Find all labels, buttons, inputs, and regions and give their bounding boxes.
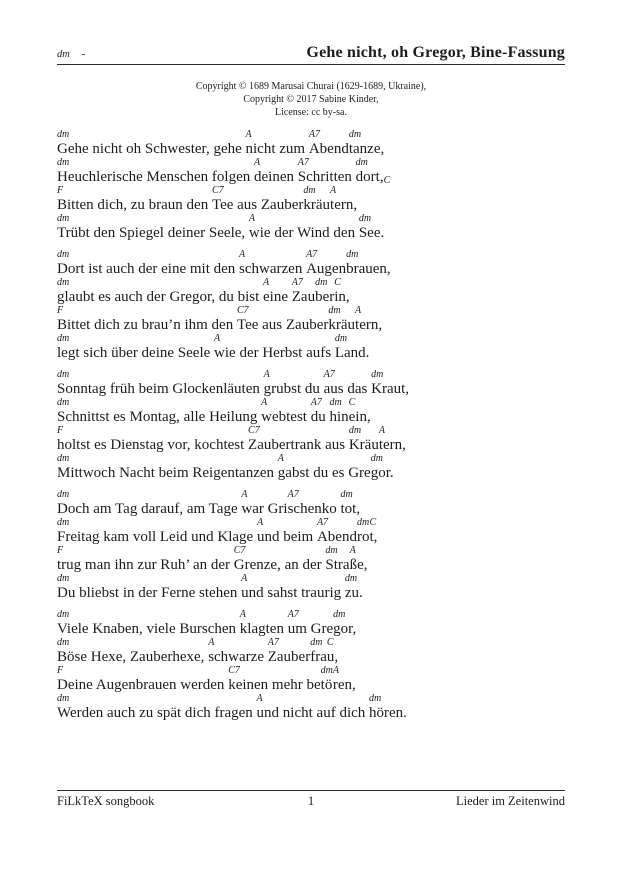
lyric-text: Kräu — [348, 437, 379, 453]
chord-lyric-segment — [257, 518, 317, 546]
chord-lyric-segment — [350, 546, 368, 574]
chord-label: dm — [57, 637, 70, 648]
lyric-text: Zaubertrank aus — [248, 437, 349, 453]
lyric-text: tö — [320, 677, 333, 693]
lyric-text: Stra — [325, 557, 350, 573]
chord-lyric-segment — [324, 370, 372, 398]
lyric-text: Sonntag früh beim Glockenläuten — [57, 381, 264, 397]
lyric-text: Gehe nicht oh Schwester, gehe — [57, 141, 246, 157]
chord-label: dm — [348, 425, 362, 436]
lyric-text: Schritten — [297, 169, 356, 185]
song-line — [57, 546, 565, 574]
chord-lyric-segment — [303, 186, 330, 214]
chord-label: dm — [356, 517, 370, 528]
song-line — [57, 454, 565, 482]
chord-label: dm — [57, 213, 70, 224]
lyric-text: ein, — [348, 409, 371, 425]
chord-label: A — [263, 277, 270, 288]
lyric-text: tern, — [378, 437, 406, 453]
lyric-text: Abend — [316, 529, 357, 545]
lyric-text: Mittwoch Nacht beim Reigentanzen — [57, 465, 278, 481]
lyric-text: Bittet dich zu brau’n ihm den — [57, 317, 237, 333]
chord-label: A — [208, 637, 215, 648]
chord-lyric-segment — [327, 638, 338, 666]
chord-label: F — [57, 545, 64, 556]
chord-lyric-segment — [298, 158, 356, 186]
verse — [57, 610, 565, 722]
lyric-text: Freitag kam voll Leid und Klage — [57, 529, 257, 545]
verses — [57, 130, 565, 722]
chord-lyric-segment — [288, 490, 341, 518]
lyric-text: schwarzen — [239, 261, 307, 277]
chord-label: A — [378, 425, 385, 436]
chord-lyric-segment — [241, 574, 345, 602]
copyright-line: Copyright © 1689 Marusai Churai (1629-1689, Ukraine), — [195, 81, 427, 92]
header-key-area — [57, 48, 85, 60]
chord-lyric-segment — [357, 518, 370, 546]
song-line — [57, 306, 565, 334]
chord-lyric-segment — [292, 278, 315, 306]
lyric-text: Doch am Tag darauf, am Tage — [57, 501, 242, 517]
lyric-text: hören. — [369, 705, 407, 721]
chord-label: F — [57, 425, 64, 436]
song-line — [57, 278, 565, 306]
lyric-text: ber — [315, 289, 335, 305]
chord-label: A — [214, 333, 221, 344]
song-line — [57, 694, 565, 722]
lyric-text: wie der Wind den — [248, 225, 359, 241]
chord-label: F — [57, 665, 64, 676]
lyric-text: ße, — [349, 557, 368, 573]
chord-lyric-segment — [349, 130, 384, 158]
lyric-text: und sahst traurig — [241, 585, 345, 601]
lyric-text: webtest — [261, 409, 311, 425]
chord-lyric-segment — [57, 250, 239, 278]
chord-lyric-segment — [57, 490, 241, 518]
chord-lyric-segment — [214, 334, 335, 362]
chord-lyric-segment — [371, 454, 394, 482]
lyric-text: tern, — [330, 197, 358, 213]
chord-label: C7 — [236, 305, 249, 316]
chord-lyric-segment — [321, 666, 333, 694]
chord-label: dm — [57, 397, 70, 408]
chord-lyric-segment — [325, 546, 349, 574]
footer-collection-name: Lieder im Zeitenwind — [455, 794, 565, 808]
chord-label: dm — [57, 573, 70, 584]
chord-lyric-segment — [57, 638, 208, 666]
lyric-text: Grenze, an der — [233, 557, 326, 573]
chord-label: F — [57, 185, 64, 196]
chord-label: dm — [57, 693, 70, 704]
lyric-text: brauen, — [346, 261, 391, 277]
chord-label: C7 — [228, 665, 240, 676]
copyright-line: Copyright © 2017 Sabine Kinder, — [243, 94, 379, 105]
lyric-text: in, — [334, 289, 350, 305]
lyric-text: ren, — [332, 677, 356, 693]
lyric-text: Zauber — [267, 649, 311, 665]
chord-lyric-segment — [57, 454, 278, 482]
lyric-text: Dort ist auch der eine mit den — [57, 261, 240, 277]
chord-lyric-segment — [57, 306, 237, 334]
chord-label: A — [277, 453, 284, 464]
chord-lyric-segment — [317, 518, 357, 546]
chord-lyric-segment — [57, 610, 240, 638]
lyric-text: zu. — [344, 585, 363, 601]
lyric-text: eine — [263, 289, 292, 305]
lyric-text: und nicht auf dich — [256, 705, 370, 721]
chord-lyric-segment — [57, 278, 263, 306]
verse — [57, 130, 565, 242]
lyric-text: Du bliebst in der Ferne stehen — [57, 585, 242, 601]
footer-page-number: 1 — [307, 794, 315, 808]
chord-lyric-segment — [309, 130, 349, 158]
chord-lyric-segment — [57, 574, 241, 602]
chord-lyric-segment — [237, 306, 328, 334]
chord-lyric-segment — [264, 370, 324, 398]
chord-label: A — [248, 213, 256, 224]
chord-label: A7 — [306, 249, 318, 260]
chord-label: dm — [57, 129, 70, 140]
chord-lyric-segment — [57, 130, 246, 158]
page-footer — [57, 790, 565, 809]
lyric-text: hin — [329, 409, 349, 425]
chord-lyric-segment — [328, 306, 355, 334]
lyric-text: deinen — [254, 169, 298, 185]
lyric-text: war Gri — [241, 501, 288, 517]
song-line — [57, 666, 565, 694]
chord-lyric-segment — [57, 398, 261, 426]
chord-label: A7 — [267, 637, 279, 648]
chord-lyric-segment — [208, 638, 268, 666]
chord-lyric-segment — [57, 158, 254, 186]
chord-lyric-segment — [57, 214, 249, 242]
chord-lyric-segment — [57, 370, 264, 398]
chord-label: A — [256, 517, 264, 528]
chord-lyric-segment — [355, 306, 382, 334]
chord-lyric-segment — [241, 490, 287, 518]
chord-lyric-segment — [212, 186, 303, 214]
chord-label: dm — [57, 489, 70, 500]
page-title: Gehe nicht, oh Gregor, Bine-Fassung — [306, 44, 565, 61]
lyric-text: kräu — [328, 317, 356, 333]
chord-label: A — [254, 157, 261, 168]
page-header — [57, 0, 565, 65]
chord-label: C7 — [211, 185, 224, 196]
lyric-text: Schnittst es Montag, alle Heilung — [57, 409, 262, 425]
chord-label: A7 — [316, 517, 329, 528]
chord-lyric-segment — [57, 334, 214, 362]
chord-label: C7 — [233, 545, 246, 556]
chord-label: A7 — [297, 157, 309, 168]
chord-label: dm — [325, 545, 338, 556]
chord-lyric-segment — [261, 398, 311, 426]
lyric-text: trug man ihn zur Ruh’ an der — [57, 557, 234, 573]
chord-label: dm — [57, 453, 70, 464]
chord-label: dm — [328, 305, 341, 316]
song-line — [57, 250, 565, 278]
song-line — [57, 490, 565, 518]
chord-label: A — [239, 249, 246, 260]
chord-lyric-segment — [57, 426, 248, 454]
chord-label: dm — [370, 453, 383, 464]
lyric-text: Zau — [291, 289, 316, 305]
chord-label: A — [256, 693, 263, 704]
chord-label: dm — [344, 573, 358, 584]
lyric-text: Bitten dich, zu braun den — [57, 197, 212, 213]
song-line — [57, 186, 565, 214]
chord-lyric-segment — [248, 426, 349, 454]
lyric-text: Tee aus Zauber — [211, 197, 304, 213]
lyric-text: gor. — [370, 465, 394, 481]
chord-label: dm — [320, 665, 333, 676]
chord-lyric-segment — [246, 130, 309, 158]
chord-label: dm — [57, 609, 70, 620]
lyric-text: um Gre — [287, 621, 334, 637]
chord-lyric-segment — [349, 426, 379, 454]
chord-lyric-segment — [249, 214, 359, 242]
lyric-text: Land. — [334, 345, 370, 361]
chord-label: C — [348, 397, 356, 408]
lyric-text: ro — [356, 529, 370, 545]
song-line — [57, 214, 565, 242]
chord-label: F — [57, 305, 64, 316]
verse — [57, 250, 565, 362]
lyric-text: fra — [310, 649, 327, 665]
chord-label: A7 — [287, 489, 299, 500]
chord-lyric-segment — [379, 426, 406, 454]
chord-lyric-segment — [334, 278, 349, 306]
chord-label: A — [349, 545, 356, 556]
chord-label: C — [326, 637, 334, 648]
lyric-text: schenko — [287, 501, 341, 517]
chord-label: dm — [57, 517, 70, 528]
lyric-text: dort, — [355, 169, 384, 185]
chord-lyric-segment — [239, 250, 306, 278]
song-line — [57, 574, 565, 602]
chord-lyric-segment — [330, 186, 357, 214]
chord-label: A — [239, 609, 246, 620]
chord-label: dm — [57, 249, 70, 260]
chord-lyric-segment — [356, 158, 384, 186]
lyric-text: Viele Knaben, viele Burschen — [57, 621, 240, 637]
chord-lyric-segment — [57, 666, 228, 694]
song-line — [57, 610, 565, 638]
lyric-text: wie der Herbst aufs — [214, 345, 335, 361]
chord-lyric-segment — [359, 214, 384, 242]
chord-lyric-segment — [240, 610, 288, 638]
chord-lyric-segment — [234, 546, 326, 574]
copyright-block — [57, 80, 565, 119]
chord-label: dm — [310, 637, 323, 648]
chord-lyric-segment — [306, 250, 346, 278]
chord-lyric-segment — [369, 518, 377, 546]
chord-label: A — [263, 369, 270, 380]
verse — [57, 370, 565, 482]
chord-lyric-segment — [311, 398, 330, 426]
lyric-text: kräu — [303, 197, 331, 213]
lyric-text: Tee aus Zauber — [236, 317, 329, 333]
song-line — [57, 158, 565, 186]
chord-lyric-segment — [371, 370, 409, 398]
chord-label: A — [241, 573, 248, 584]
lyric-text: Kraut, — [371, 381, 410, 397]
lyric-text: keinen mehr be — [228, 677, 321, 693]
lyric-text: tern, — [355, 317, 383, 333]
chord-label: A7 — [323, 369, 335, 380]
chord-lyric-segment — [288, 610, 333, 638]
chord-lyric-segment — [333, 610, 356, 638]
chord-lyric-segment — [349, 398, 371, 426]
chord-label: dm — [329, 397, 342, 408]
chord-label: dm — [315, 277, 328, 288]
chord-label: C7 — [248, 425, 260, 436]
license-line: License: cc by-sa. — [275, 107, 347, 118]
chord-label: A — [355, 305, 362, 316]
chord-lyric-segment — [268, 638, 310, 666]
lyric-text: See. — [358, 225, 385, 241]
chord-lyric-segment — [384, 176, 391, 186]
chord-label: A — [332, 665, 339, 676]
lyric-text: t, — [369, 529, 378, 545]
lyric-text: Böse Hexe, Zauberhexe, — [57, 649, 209, 665]
header-key-chord: dm — [57, 49, 70, 60]
chord-label: dm — [369, 693, 382, 704]
header-dash: - — [81, 48, 86, 60]
lyric-text: glaubt es auch der Gregor, du bist — [57, 289, 264, 305]
chord-lyric-segment — [345, 574, 363, 602]
lyric-text: grubst du — [263, 381, 324, 397]
lyric-text: nicht zum — [245, 141, 309, 157]
chord-label: A7 — [310, 397, 322, 408]
chord-label: dm — [333, 609, 346, 620]
chord-label: C — [383, 175, 391, 186]
chord-label: dm — [348, 129, 362, 140]
chord-lyric-segment — [254, 158, 298, 186]
lyric-text: gor, — [333, 621, 357, 637]
lyric-text: Augen — [306, 261, 347, 277]
chord-lyric-segment — [329, 398, 348, 426]
chord-label: A — [241, 489, 248, 500]
song-sheet — [57, 0, 565, 730]
chord-lyric-segment — [315, 278, 334, 306]
chord-label: dm — [371, 369, 384, 380]
chord-label: A — [330, 185, 337, 196]
lyric-text: Heuchlerische Menschen folgen — [57, 169, 255, 185]
chord-label: dm — [57, 333, 70, 344]
song-line — [57, 334, 565, 362]
chord-lyric-segment — [310, 638, 327, 666]
chord-label: C — [334, 277, 341, 288]
chord-label: dm — [334, 333, 348, 344]
chord-label: dm — [355, 157, 368, 168]
chord-label: dm — [57, 369, 70, 380]
lyric-text: aus das — [323, 381, 372, 397]
chord-lyric-segment — [228, 666, 320, 694]
lyric-text: und beim — [256, 529, 317, 545]
lyric-text: Trübt den Spiegel deiner Seele, — [57, 225, 249, 241]
lyric-text: Werden auch zu spät dich fragen — [57, 705, 257, 721]
song-line — [57, 518, 565, 546]
chord-lyric-segment — [57, 186, 212, 214]
chord-lyric-segment — [57, 518, 257, 546]
chord-label: A7 — [287, 609, 299, 620]
verse — [57, 490, 565, 602]
chord-lyric-segment — [257, 694, 369, 722]
chord-label: dm — [346, 249, 359, 260]
song-line — [57, 130, 565, 158]
chord-lyric-segment — [333, 666, 356, 694]
chord-label: dm — [303, 185, 316, 196]
chord-lyric-segment — [341, 490, 361, 518]
lyric-text: legt sich über deine Seele — [57, 345, 215, 361]
chord-label: dm — [57, 157, 70, 168]
lyric-text: Abend — [308, 141, 349, 157]
chord-lyric-segment — [335, 334, 370, 362]
chord-lyric-segment — [263, 278, 292, 306]
song-line — [57, 398, 565, 426]
lyric-text: du — [310, 409, 330, 425]
chord-lyric-segment — [369, 694, 407, 722]
song-line — [57, 426, 565, 454]
chord-label: dm — [358, 213, 372, 224]
lyric-text: klagten — [239, 621, 288, 637]
lyric-text: u, — [326, 649, 339, 665]
lyric-text: holtst es Dienstag vor, kochtest — [57, 437, 249, 453]
lyric-text: gabst du es Gre — [277, 465, 371, 481]
chord-lyric-segment — [278, 454, 371, 482]
chord-label: dm — [57, 277, 70, 288]
chord-label: A7 — [308, 129, 320, 140]
chord-lyric-segment — [57, 546, 234, 574]
song-line — [57, 638, 565, 666]
song-line — [57, 370, 565, 398]
chord-lyric-segment — [346, 250, 391, 278]
lyric-text: schwarze — [208, 649, 268, 665]
lyric-text: tot, — [340, 501, 361, 517]
chord-label: dm — [340, 489, 353, 500]
chord-label: A — [245, 129, 252, 140]
footer-songbook-name: FiLkTeX songbook — [57, 794, 155, 808]
chord-label: A — [261, 397, 268, 408]
chord-lyric-segment — [57, 694, 257, 722]
lyric-text: Deine Augenbrauen werden — [57, 677, 229, 693]
chord-label: C — [369, 517, 377, 528]
chord-label: A7 — [291, 277, 303, 288]
lyric-text: tanze, — [348, 141, 385, 157]
